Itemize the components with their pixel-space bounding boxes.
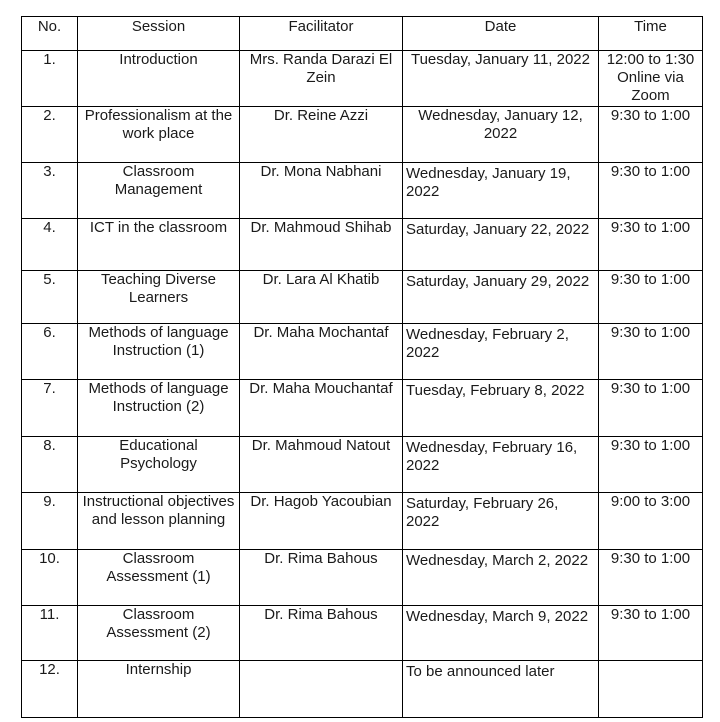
row-number: 7. — [22, 380, 78, 437]
date-cell: Saturday, January 22, 2022 — [403, 219, 599, 271]
date-cell: Wednesday, January 12, 2022 — [403, 107, 599, 163]
time-cell: 9:00 to 3:00 — [599, 493, 703, 550]
time-cell: 9:30 to 1:00 — [599, 271, 703, 324]
table-row — [22, 51, 703, 107]
time-cell — [599, 661, 703, 718]
facilitator-cell: Dr. Rima Bahous — [240, 550, 403, 606]
session-cell: Classroom Management — [78, 163, 240, 219]
session-cell: Methods of language Instruction (1) — [78, 324, 240, 380]
time-cell: 9:30 to 1:00 — [599, 437, 703, 493]
facilitator-cell: Dr. Maha Mouchantaf — [240, 380, 403, 437]
session-cell: ICT in the classroom — [78, 219, 240, 271]
header-facilitator: Facilitator — [240, 17, 403, 51]
facilitator-cell: Mrs. Randa Darazi El Zein — [240, 51, 403, 107]
table-row — [22, 550, 703, 606]
table-row — [22, 493, 703, 550]
date-cell: Wednesday, March 9, 2022 — [403, 606, 599, 661]
table-row — [22, 437, 703, 493]
date-cell: Wednesday, March 2, 2022 — [403, 550, 599, 606]
schedule-table — [21, 16, 703, 718]
facilitator-cell: Dr. Rima Bahous — [240, 606, 403, 661]
time-cell: 9:30 to 1:00 — [599, 324, 703, 380]
session-cell: Teaching Diverse Learners — [78, 271, 240, 324]
table-row — [22, 163, 703, 219]
time-cell: 9:30 to 1:00 — [599, 219, 703, 271]
header-date: Date — [403, 17, 599, 51]
header-session: Session — [78, 17, 240, 51]
date-cell: Wednesday, January 19, 2022 — [403, 163, 599, 219]
time-cell: 9:30 to 1:00 — [599, 380, 703, 437]
time-cell: 9:30 to 1:00 — [599, 606, 703, 661]
date-cell: Tuesday, January 11, 2022 — [403, 51, 599, 107]
header-time: Time — [599, 17, 703, 51]
session-cell: Educational Psychology — [78, 437, 240, 493]
header-no: No. — [22, 17, 78, 51]
table-row — [22, 661, 703, 718]
row-number: 1. — [22, 51, 78, 107]
date-cell: To be announced later — [403, 661, 599, 718]
facilitator-cell — [240, 661, 403, 718]
date-cell: Saturday, January 29, 2022 — [403, 271, 599, 324]
row-number: 8. — [22, 437, 78, 493]
row-number: 5. — [22, 271, 78, 324]
row-number: 6. — [22, 324, 78, 380]
row-number: 2. — [22, 107, 78, 163]
time-cell: 9:30 to 1:00 — [599, 107, 703, 163]
session-cell: Classroom Assessment (1) — [78, 550, 240, 606]
time-cell: 9:30 to 1:00 — [599, 163, 703, 219]
facilitator-cell: Dr. Hagob Yacoubian — [240, 493, 403, 550]
table-row — [22, 219, 703, 271]
facilitator-cell: Dr. Maha Mochantaf — [240, 324, 403, 380]
row-number: 4. — [22, 219, 78, 271]
row-number: 11. — [22, 606, 78, 661]
session-cell: Methods of language Instruction (2) — [78, 380, 240, 437]
table-row — [22, 380, 703, 437]
facilitator-cell: Dr. Reine Azzi — [240, 107, 403, 163]
facilitator-cell: Dr. Mahmoud Natout — [240, 437, 403, 493]
facilitator-cell: Dr. Mahmoud Shihab — [240, 219, 403, 271]
date-cell: Wednesday, February 16, 2022 — [403, 437, 599, 493]
row-number: 10. — [22, 550, 78, 606]
facilitator-cell: Dr. Mona Nabhani — [240, 163, 403, 219]
date-cell: Wednesday, February 2, 2022 — [403, 324, 599, 380]
row-number: 3. — [22, 163, 78, 219]
row-number: 9. — [22, 493, 78, 550]
date-cell: Tuesday, February 8, 2022 — [403, 380, 599, 437]
session-cell: Professionalism at the work place — [78, 107, 240, 163]
table-row — [22, 324, 703, 380]
session-cell: Introduction — [78, 51, 240, 107]
time-cell: 9:30 to 1:00 — [599, 550, 703, 606]
session-cell: Instructional objectives and lesson planning — [78, 493, 240, 550]
date-cell: Saturday, February 26, 2022 — [403, 493, 599, 550]
header-row — [22, 17, 703, 51]
table-row — [22, 271, 703, 324]
table-row — [22, 606, 703, 661]
facilitator-cell: Dr. Lara Al Khatib — [240, 271, 403, 324]
session-cell: Classroom Assessment (2) — [78, 606, 240, 661]
time-cell: 12:00 to 1:30 Online via Zoom — [599, 51, 703, 107]
row-number: 12. — [22, 661, 78, 718]
session-cell: Internship — [78, 661, 240, 718]
table-row — [22, 107, 703, 163]
